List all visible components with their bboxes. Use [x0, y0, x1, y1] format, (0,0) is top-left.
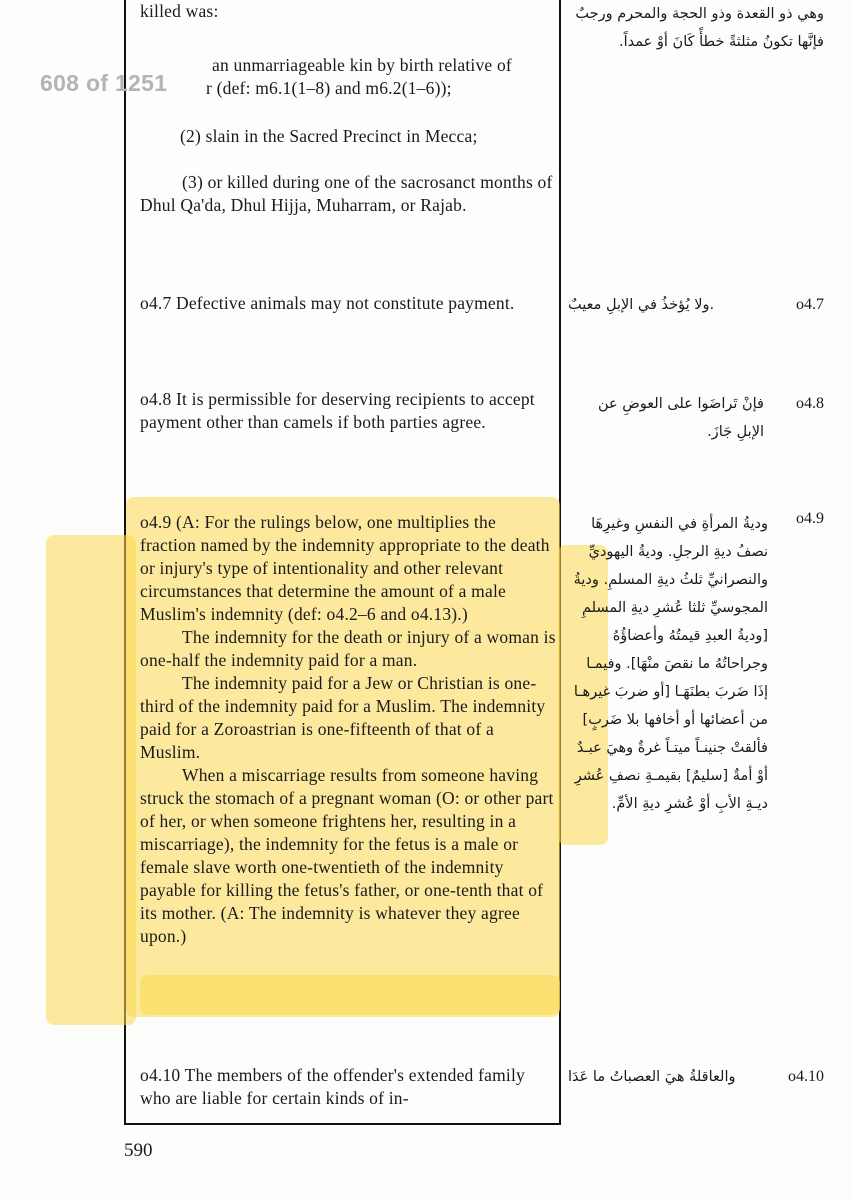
section-o4-8: o4.8 It is permissible for deserving recipients to accept payment other than camels if both parties agree.: [140, 389, 535, 432]
arabic-o4-10: [568, 1068, 824, 1086]
arabic-o4-7-text: ولا يُؤخذُ في الإبلِ معيبٌ.: [568, 297, 715, 313]
item1-line2: r (def: m6.1(1–8) and m6.2(1–6));: [206, 78, 452, 98]
item3: (3) or killed during one of the sacrosanct months of Dhul Qa'da, Dhul Hijja, Muharram, or Rajab.: [140, 172, 553, 215]
arabic-o4-9-text: وديةُ المرأةِ في النفسِ وغيرِهَا نصفُ ديةِ الرجلِ. وديةُ اليهوديِّ والنصرانيِّ ثلثُ ديةِ المسلمِ. وديةُ المجوسيِّ ثلثا عُشرِ ديةِ المسلمِ [وديةُ العبدِ قيمتُهُ وأعضاؤُهُ وجراحاتُهُ ما نقصَ منْهَا]. وفيمـا إذَا ضَربَ بطنَهَـا [أو ضربَ غيرهـا من أعضائها أو أخافها بلا ضَربٍ] فألقتْ جنينـاً ميتـاً غرةٌ وهيَ عبـدٌ أوْ أمةٌ [سليمٌ] بقيمـةِ نصفِ عُشرِ ديـةِ الأبِ أوْ عُشرِ ديةِ الأمِّ.: [573, 516, 768, 812]
arabic-o4-10-number: o4.10: [788, 1068, 824, 1085]
section-o4-7: o4.7 Defective animals may not constitute payment.: [140, 293, 515, 313]
english-top-line: killed was:: [140, 1, 219, 21]
item1-line1: an unmarriageable kin by birth relative of: [212, 55, 512, 75]
arabic-o4-8: [568, 390, 824, 446]
highlight-marking: [140, 975, 560, 1015]
page-number: 590: [124, 1140, 153, 1161]
arabic-o4-9-number: o4.9: [796, 510, 824, 527]
page-indicator: 608 of 1251: [40, 70, 168, 96]
highlight-marking: [46, 535, 136, 1025]
bottom-rule: [124, 1123, 561, 1125]
item2: (2) slain in the Sacred Precinct in Mecca;: [180, 126, 478, 146]
arabic-o4-10-text: والعاقلةُ هيَ العصباتُ ما عَدَا: [568, 1069, 736, 1085]
section-o4-9: [140, 511, 556, 948]
o4-9-jew-christian: The indemnity paid for a Jew or Christian is one-third of the indemnity paid for a Muslim. The indemnity paid for a Zoroastrian is one-fifteenth of that of a Muslim.: [140, 673, 546, 762]
o4-9-intro: o4.9 (A: For the rulings below, one multiplies the fraction named by the indemnity appropriate to the death or injury's type of intentionality and other relevant circumstances that determine the amount of a male Muslim's indemnity (def: o4.2–6 and o4.13).): [140, 512, 550, 624]
o4-9-woman: The indemnity for the death or injury of a woman is one-half the indemnity paid for a man.: [140, 627, 556, 670]
arabic-o4-8-number: o4.8: [796, 395, 824, 412]
section-o4-10: o4.10 The members of the offender's extended family who are liable for certain kinds of in-: [140, 1065, 525, 1108]
arabic-o4-7-number: o4.7: [796, 296, 824, 313]
arabic-top: وهي ذو القعدة وذو الحجة والمحرم ورجبٌ فإنَّها تكونُ مثلثةً خطأً كَانَ أوْ عمداً.: [575, 6, 824, 50]
arabic-o4-9: [568, 510, 824, 818]
arabic-o4-8-text: فإنْ تَراضَوا على العوضِ عن الإبلِ جَازَ.: [597, 396, 764, 440]
arabic-o4-7: [568, 296, 824, 314]
o4-9-miscarriage: When a miscarriage results from someone having struck the stomach of a pregnant woman (O: or other part of her, or when someone frightens her, resulting in a miscarriage), the indemnity for the fetus is a male or female slave worth one-twentieth of the indemnity payable for killing the fetus's father, or one-tenth that of its mother. (A: The indemnity is whatever they agree upon.): [140, 765, 554, 946]
